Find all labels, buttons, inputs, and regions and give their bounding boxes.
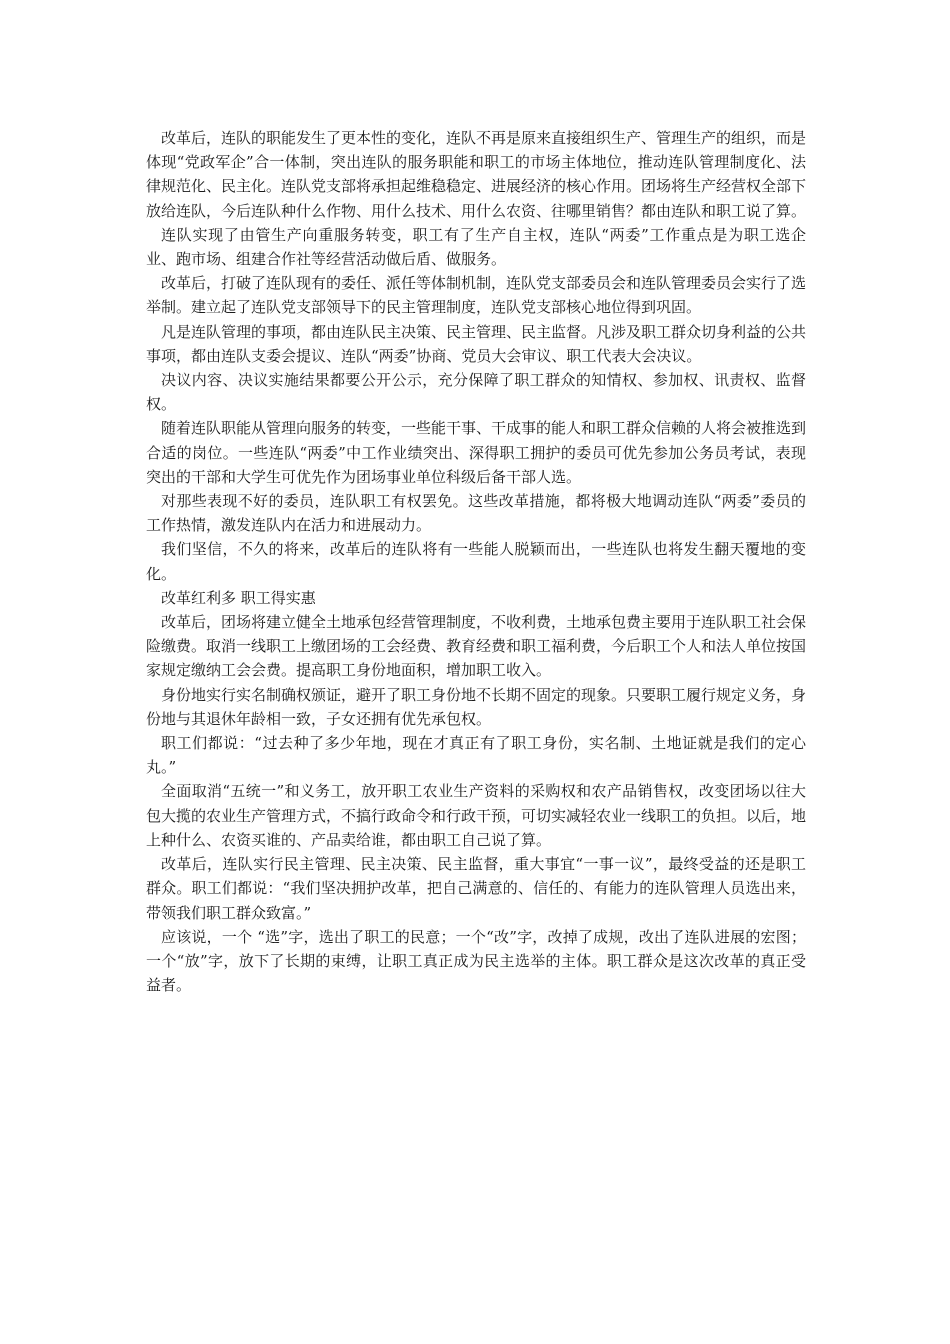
- paragraph: 身份地实行实名制确权颁证，避开了职工身份地不长期不固定的现象。只要职工履行规定义务，身份地与其退休年龄相一致，子女还拥有优先承包权。: [146, 685, 807, 728]
- paragraph: 改革后，打破了连队现有的委任、派任等体制机制，连队党支部委员会和连队管理委员会实行了选举制。建立起了连队党支部领导下的民主管理制度，连队党支部核心地位得到巩固。: [146, 274, 807, 317]
- paragraph: 改革后，连队的职能发生了更本性的变化，连队不再是原来直接组织生产、管理生产的组织，而是体现“党政军企”合一体制，突出连队的服务职能和职工的市场主体地位，推动连队管理制度化、法律规范化、民主化。连队党支部将承担起维稳稳定、进展经济的核心作用。团场将生产经营权全部下放给连队，今后连队种什么作物、用什么技术、用什么农资、往哪里销售？都由连队和职工说了算。: [146, 129, 807, 220]
- paragraph: 全面取消“五统一”和义务工，放开职工农业生产资料的采购权和农产品销售权，改变团场以往大包大揽的农业生产管理方式，不搞行政命令和行政干预，可切实减轻农业一线职工的负担。以后，地上种什么、农资买谁的、产品卖给谁，都由职工自己说了算。: [146, 782, 807, 849]
- document-body: [146, 126, 806, 997]
- paragraph: 随着连队职能从管理向服务的转变，一些能干事、干成事的能人和职工群众信赖的人将会被推选到合适的岗位。一些连队“两委”中工作业绩突出、深得职工拥护的委员可优先参加公务员考试，表现突出的干部和大学生可优先作为团场事业单位科级后备干部人选。: [146, 419, 807, 486]
- paragraph: 改革后，团场将建立健全土地承包经营管理制度，不收利费，土地承包费主要用于连队职工社会保险缴费。取消一线职工上缴团场的工会经费、教育经费和职工福利费，今后职工个人和法人单位按国家规定缴纳工会会费。提高职工身份地面积，增加职工收入。: [146, 613, 807, 680]
- paragraph: 改革后，连队实行民主管理、民主决策、民主监督，重大事宜“一事一议”，最终受益的还是职工群众。职工们都说：“我们坚决拥护改革，把自己满意的、信任的、有能力的连队管理人员选出来，带领我们职工群众致富。”: [146, 855, 806, 922]
- paragraph: 我们坚信，不久的将来，改革后的连队将有一些能人脱颖而出，一些连队也将发生翻天覆地的变化。: [146, 540, 806, 583]
- paragraph: 决议内容、决议实施结果都要公开公示，充分保障了职工群众的知情权、参加权、讯责权、监督权。: [146, 371, 806, 414]
- paragraph: 连队实现了由管生产向重服务转变，职工有了生产自主权，连队“两委”工作重点是为职工选企业、跑市场、组建合作社等经营活动做后盾、做服务。: [146, 225, 806, 269]
- section-heading: 改革红利多 职工得实惠: [161, 588, 316, 607]
- paragraph: 对那些表现不好的委员，连队职工有权罢免。这些改革措施，都将极大地调动连队“两委”委员的工作热情，激发连队内在活力和进展动力。: [146, 492, 806, 535]
- paragraph: 凡是连队管理的事项，都由连队民主决策、民主管理、民主监督。凡涉及职工群众切身利益的公共事项，都由连队支委会提议、连队“两委”协商、党员大会审议、职工代表大会决议。: [146, 322, 807, 365]
- paragraph: 应该说，一个 “选”字，选出了职工的民意；一个“改”字，改掉了成规，改出了连队进展的宏图；一个“放”字，放下了长期的束缚，让职工真正成为民主选举的主体。职工群众是这次改革的真正受益者。: [146, 927, 806, 995]
- paragraph: 职工们都说：“过去种了多少年地，现在才真正有了职工身份，实名制、土地证就是我们的定心丸。”: [146, 734, 806, 777]
